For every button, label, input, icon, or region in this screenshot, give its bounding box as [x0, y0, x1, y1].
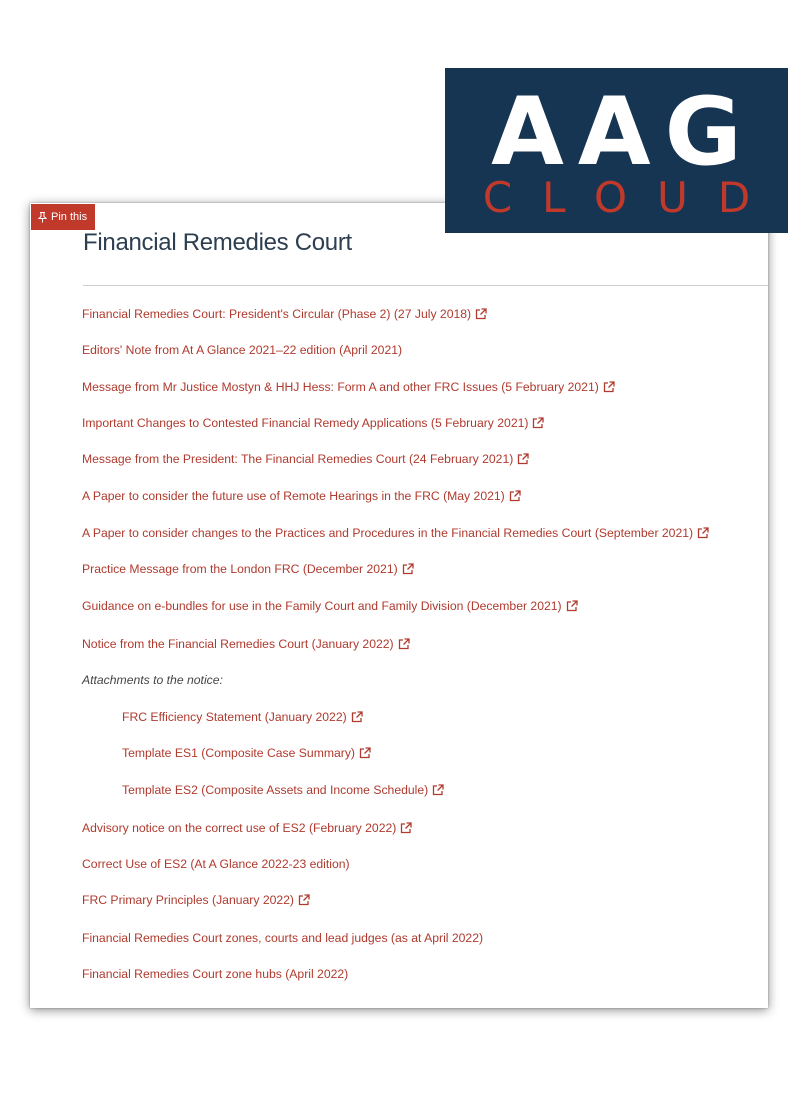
document-link[interactable]: [82, 857, 350, 871]
external-link-icon: [398, 638, 410, 650]
document-link[interactable]: [82, 489, 521, 503]
external-link-icon: [603, 381, 615, 393]
logo-sub-text: CLOUD: [482, 173, 781, 222]
link-text: Notice from the Financial Remedies Court (January 2022): [82, 637, 394, 651]
document-link[interactable]: [82, 307, 487, 321]
document-link[interactable]: [82, 526, 709, 540]
link-text: Financial Remedies Court: President's Circular (Phase 2) (27 July 2018): [82, 307, 472, 321]
document-link[interactable]: [82, 931, 483, 945]
link-text: Practice Message from the London FRC (December 2021): [82, 562, 398, 576]
pin-this-button[interactable]: [31, 204, 95, 230]
external-link-icon: [298, 894, 310, 906]
financial-remedies-panel: [30, 203, 768, 1008]
link-text: Financial Remedies Court zone hubs (April 2022): [82, 967, 349, 981]
external-link-icon: [359, 747, 371, 759]
link-text: A Paper to consider the future use of Remote Hearings in the FRC (May 2021): [82, 489, 505, 503]
document-link[interactable]: [82, 452, 529, 466]
document-link[interactable]: [82, 343, 402, 357]
attachments-note: [82, 673, 223, 687]
external-link-icon: [400, 822, 412, 834]
link-text: Message from Mr Justice Mostyn & HHJ Hess: Form A and other FRC Issues (5 February 2021): [82, 380, 599, 394]
link-text: Template ES1 (Composite Case Summary): [122, 746, 355, 760]
link-text: Important Changes to Contested Financial Remedy Applications (5 February 2021): [82, 416, 529, 430]
document-link[interactable]: [122, 746, 371, 760]
link-text: Attachments to the notice:: [82, 673, 223, 687]
link-text: Advisory notice on the correct use of ES2 (February 2022): [82, 821, 397, 835]
aag-cloud-logo: [445, 68, 788, 233]
external-link-icon: [402, 563, 414, 575]
document-link[interactable]: [82, 380, 615, 394]
link-text: Guidance on e-bundles for use in the Family Court and Family Division (December 2021): [82, 599, 562, 613]
external-link-icon: [475, 308, 487, 320]
external-link-icon: [697, 527, 709, 539]
link-text: FRC Primary Principles (January 2022): [82, 893, 294, 907]
page-title: Financial Remedies Court: [83, 229, 352, 256]
logo-main-text: AAG: [491, 78, 756, 187]
document-link[interactable]: [82, 821, 412, 835]
link-text: Financial Remedies Court zones, courts and lead judges (as at April 2022): [82, 931, 484, 945]
title-divider: [83, 285, 768, 286]
link-text: A Paper to consider changes to the Practices and Procedures in the Financial Remedies Court (September 2021): [82, 526, 694, 540]
external-link-icon: [432, 784, 444, 796]
external-link-icon: [532, 417, 544, 429]
external-link-icon: [351, 711, 363, 723]
document-link[interactable]: [82, 599, 578, 613]
document-link[interactable]: [82, 893, 310, 907]
link-text: FRC Efficiency Statement (January 2022): [122, 710, 347, 724]
document-link[interactable]: [122, 710, 363, 724]
external-link-icon: [509, 490, 521, 502]
external-link-icon: [517, 453, 529, 465]
document-link[interactable]: [82, 562, 414, 576]
pin-this-label: Pin this: [51, 211, 88, 223]
link-text: Message from the President: The Financial Remedies Court (24 February 2021): [82, 452, 514, 466]
document-link[interactable]: [82, 637, 410, 651]
link-text: Correct Use of ES2 (At A Glance 2022-23 edition): [82, 857, 350, 871]
document-link[interactable]: [82, 967, 348, 981]
link-text: Editors' Note from At A Glance 2021–22 edition (April 2021): [82, 343, 403, 357]
pin-icon: [38, 212, 47, 223]
link-text: Template ES2 (Composite Assets and Income Schedule): [122, 783, 429, 797]
external-link-icon: [566, 600, 578, 612]
document-link[interactable]: [82, 416, 544, 430]
document-link[interactable]: [122, 783, 444, 797]
